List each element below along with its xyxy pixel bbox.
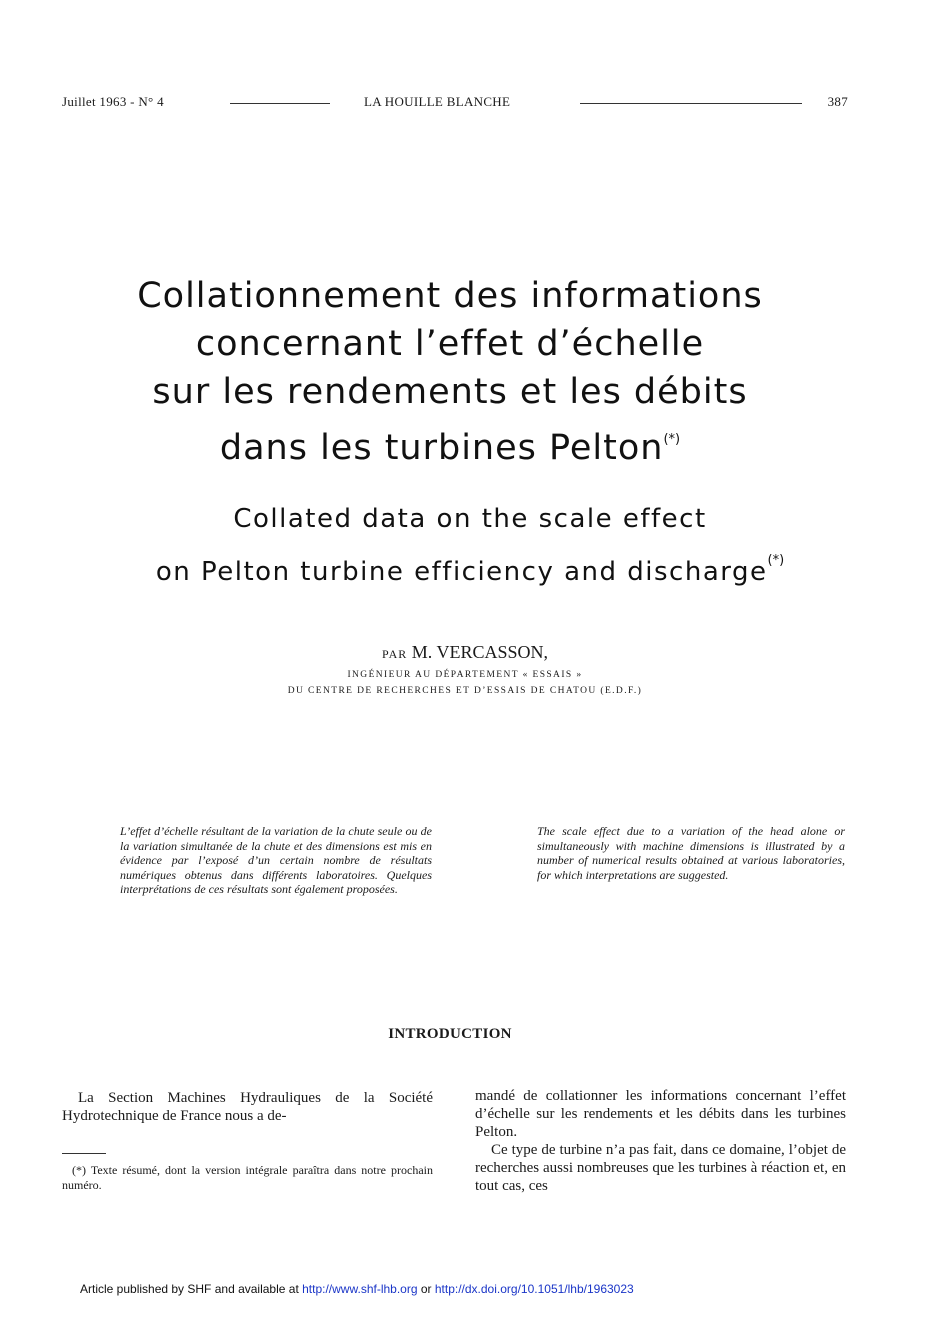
- article-title-english: [100, 498, 840, 593]
- article-title-french: [100, 272, 800, 472]
- title-en-line: Collated data on the scale effect: [233, 504, 707, 534]
- header-rule-left: [230, 103, 330, 104]
- abstract-english: The scale effect due to a variation of the head alone or simultaneously with machine dimensions is illustrated by a number of numerical results obtained at various laboratories, for which interpretations are suggested.: [537, 824, 845, 882]
- author-name: M. VERCASSON,: [411, 642, 548, 662]
- footnote: (*) Texte résumé, dont la version intégrale paraîtra dans notre prochain numéro.: [62, 1163, 433, 1192]
- title-fr-line: Collationnement des informations: [137, 276, 763, 316]
- header-rule-right: [580, 103, 802, 104]
- abstract-french: L’effet d’échelle résultant de la variation de la chute seule ou de la variation simultanée de la chute et des dimensions est mis en évidence par l’exposé d’un certain nombre de résultats numériques obtenus dans différents laboratoires. Quelques interprétations de ces résultats sont également proposées.: [120, 824, 432, 896]
- title-fr-line: dans les turbines Pelton(*): [219, 428, 681, 468]
- section-heading-introduction: INTRODUCTION: [388, 1026, 512, 1042]
- intro-paragraph: mandé de collationner les informations concernant l’effet d’échelle sur les rendements et les débits dans les turbines Pelton.: [475, 1088, 846, 1140]
- intro-right-column: [475, 1087, 846, 1195]
- title-fr-line: sur les rendements et les débits: [152, 372, 748, 412]
- journal-name: LA HOUILLE BLANCHE: [364, 94, 511, 109]
- title-en-footnote-marker[interactable]: (*): [767, 553, 785, 568]
- footnote-divider: [62, 1153, 106, 1154]
- issue-date: Juillet 1963 - N° 4: [62, 94, 164, 109]
- publisher-text: Article published by SHF and available at: [80, 1282, 303, 1296]
- author-byline: [0, 642, 930, 663]
- page-number: 387: [827, 94, 848, 109]
- title-fr-line: concernant l’effet d’échelle: [195, 324, 705, 364]
- author-affiliation-1: INGÉNIEUR AU DÉPARTEMENT « ESSAIS »: [347, 670, 583, 680]
- publisher-line: [80, 1282, 880, 1296]
- publisher-separator: or: [417, 1282, 435, 1296]
- author-prefix: PAR: [382, 647, 408, 661]
- intro-left-column: La Section Machines Hydrauliques de la Société Hydrotechnique de France nous a de-: [62, 1090, 433, 1124]
- title-fr-footnote-marker[interactable]: (*): [663, 432, 681, 447]
- running-header: [62, 94, 848, 112]
- doi-link[interactable]: http://dx.doi.org/10.1051/lhb/1963023: [434, 1282, 634, 1296]
- shf-website-link[interactable]: http://www.shf-lhb.org: [302, 1282, 418, 1296]
- author-affiliation-2: DU CENTRE DE RECHERCHES ET D’ESSAIS DE CHATOU (E.D.F.): [287, 686, 643, 696]
- title-en-line: on Pelton turbine efficiency and discharge(*): [155, 553, 785, 587]
- intro-paragraph: Ce type de turbine n’a pas fait, dans ce domaine, l’objet de recherches aussi nombreuses que les turbines à réaction et, en tout cas, ces: [475, 1142, 846, 1194]
